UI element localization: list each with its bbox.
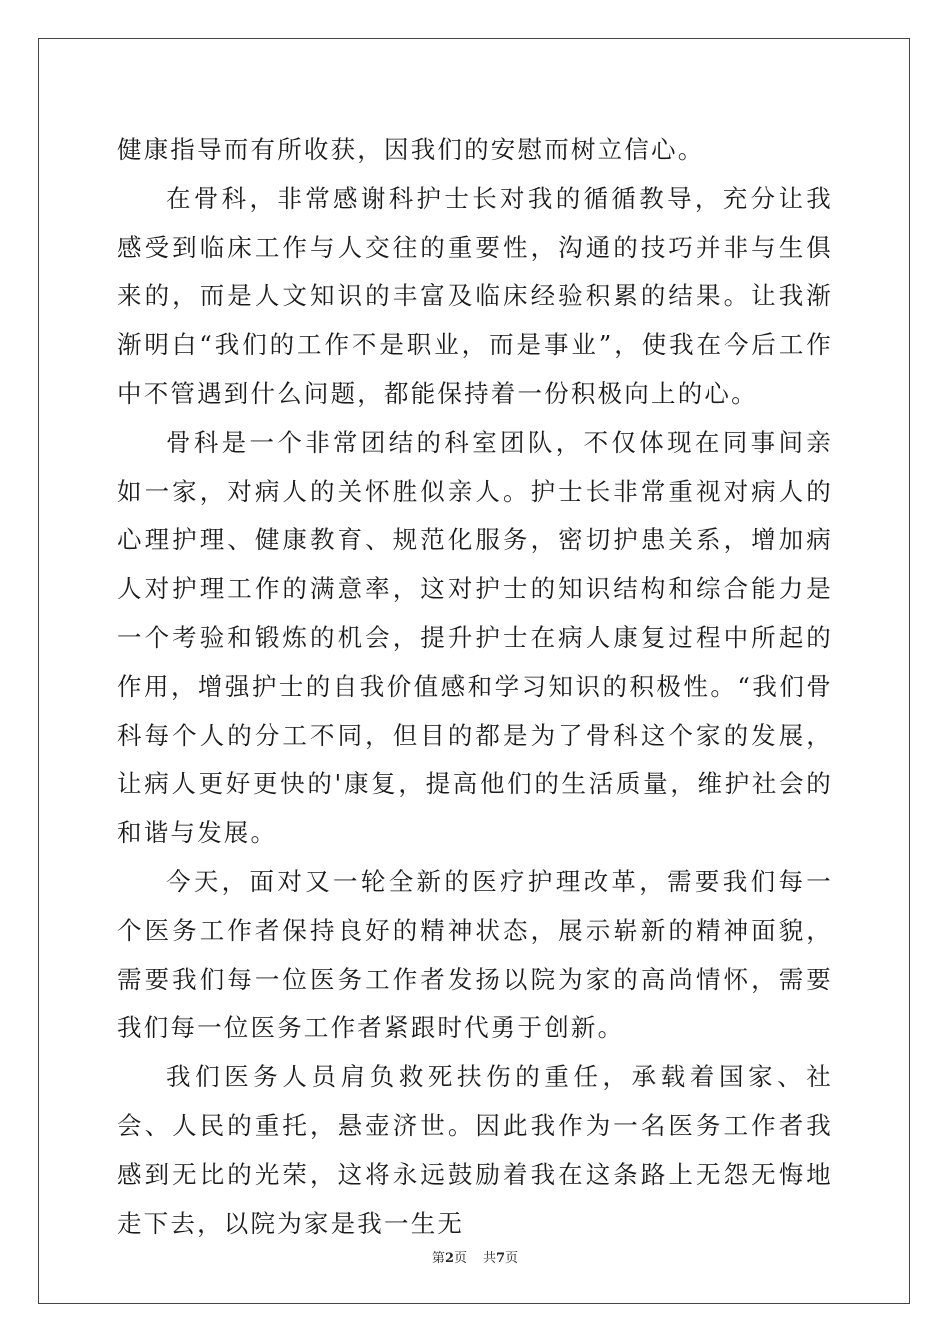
page-footer — [0, 1247, 950, 1266]
page-prefix: 第 — [431, 1251, 445, 1266]
document-body — [117, 126, 833, 1248]
total-page-number: 7 — [496, 1251, 506, 1266]
paragraph-3: 骨科是一个非常团结的科室团队，不仅体现在同事间亲如一家，对病人的关怀胜似亲人。护士长非常重视对病人的心理护理、健康教育、规范化服务，密切护患关系，增加病人对护理工作的满意率，这对护士的知识结构和综合能力是一个考验和锻炼的机会，提升护士在病人康复过程中所起的作用，增强护士的自我价值感和学习知识的积极性。“我们骨科每个人的分工不同，但目的都是为了骨科这个家的发展，让病人更好更快的'康复，提高他们的生活质量，维护社会的和谐与发展。 — [117, 427, 833, 848]
current-page-number: 2 — [444, 1251, 454, 1266]
paragraph-5: 我们医务人员肩负救死扶伤的重任，承载着国家、社会、人民的重托，悬壶济世。因此我作为一名医务工作者我感到无比的光荣，这将永远鼓励着我在这条路上无怨无悔地走下去，以院为家是我一生无 — [117, 1062, 833, 1238]
paragraph-1: 健康指导而有所收获，因我们的安慰而树立信心。 — [117, 135, 705, 164]
page-unit: 页 — [453, 1251, 467, 1266]
total-prefix: 共 — [483, 1251, 497, 1266]
paragraph-4: 今天，面对又一轮全新的医疗护理改革，需要我们每一个医务工作者保持良好的精神状态，展示崭新的精神面貌，需要我们每一位医务工作者发扬以院为家的高尚情怀，需要我们每一位医务工作者紧跟时代勇于创新。 — [117, 866, 833, 1043]
page-number-label — [432, 1251, 467, 1266]
total-pages-label — [483, 1251, 518, 1266]
paragraph-2: 在骨科，非常感谢科护士长对我的循循教导，充分让我感受到临床工作与人交往的重要性，沟通的技巧并非与生俱来的，而是人文知识的丰富及临床经验积累的结果。让我渐渐明白“我们的工作不是职业，而是事业”，使我在今后工作中不管遇到什么问题，都能保持着一份积极向上的心。 — [117, 183, 833, 408]
total-unit: 页 — [505, 1251, 519, 1266]
